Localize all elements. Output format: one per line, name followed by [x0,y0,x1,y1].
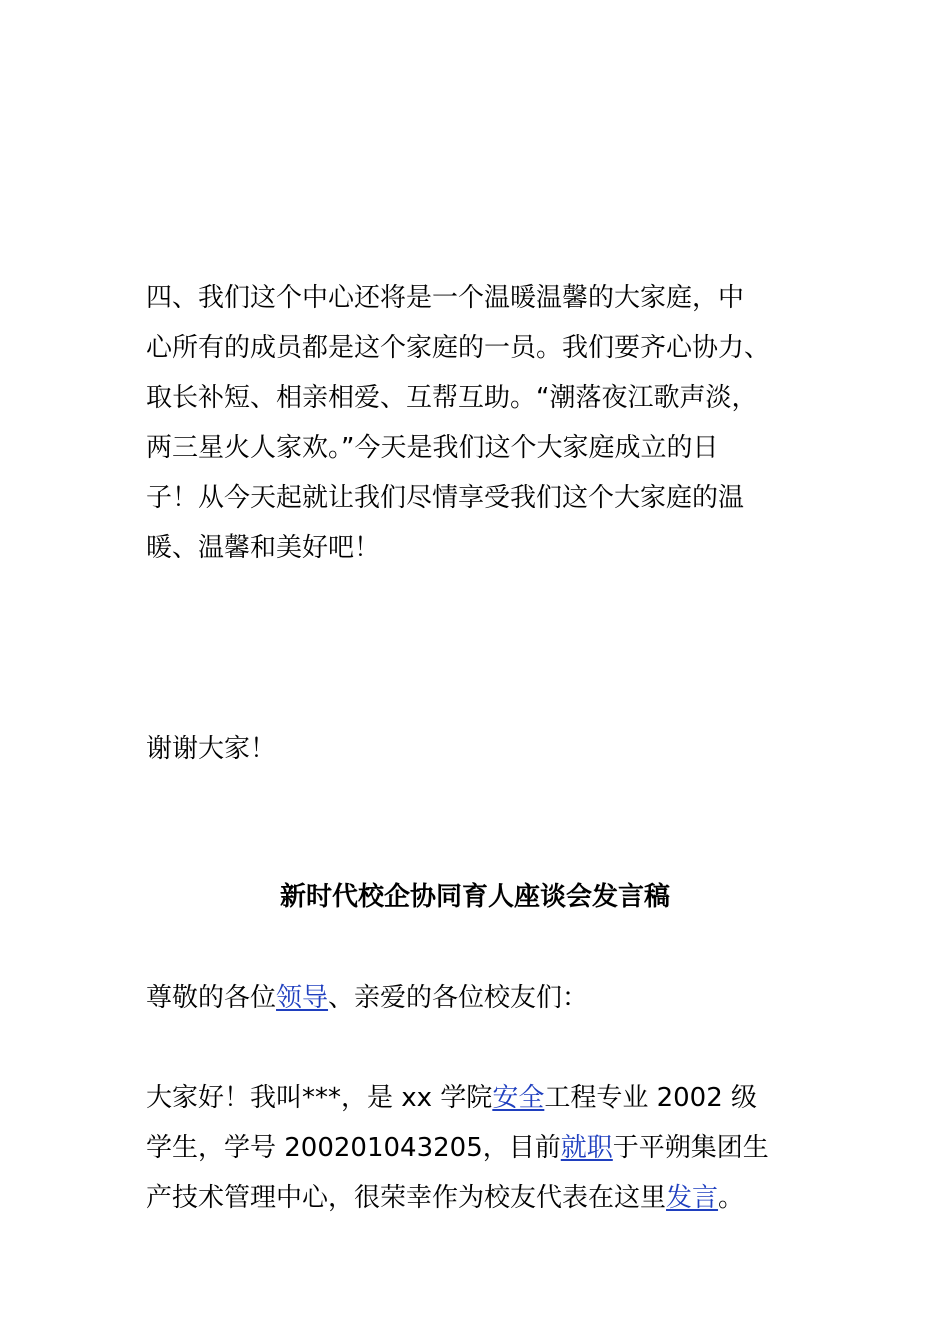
paragraph-line: 四、我们这个中心还将是一个温暖温馨的大家庭，中 [146,283,745,313]
intro-text: 产技术管理中心，很荣幸作为校友代表在这里 [146,1183,667,1213]
greeting-text-before: 尊敬的各位 [146,983,277,1013]
intro-text: 于平朔集团生 [612,1133,769,1163]
intro-text: 学生，学号 200201043205，目前 [146,1133,561,1163]
paragraph-line: 两三星火人家欢。”今天是我们这个大家庭成立的日 [146,433,719,463]
safety-link[interactable]: 安全 [492,1083,545,1113]
greeting-paragraph [146,973,826,1023]
greeting-line [146,973,826,1023]
paragraph-line: 心所有的成员都是这个家庭的一员。我们要齐心协力、 [146,333,771,363]
intro-line [146,1173,826,1223]
intro-text: 工程专业 2002 级 [544,1083,758,1113]
intro-paragraph [146,1073,826,1223]
intro-line [146,1123,826,1173]
intro-text: 。 [718,1183,745,1213]
paragraph-line: 子！从今天起就让我们尽情享受我们这个大家庭的温 [146,483,745,513]
intro-line [146,1073,826,1123]
employment-link[interactable]: 就职 [560,1133,613,1163]
greeting-text-after: 、亲爱的各位校友们： [328,983,589,1013]
speech-link[interactable]: 发言 [666,1183,719,1213]
paragraph-line: 取长补短、相亲相爱、互帮互助。“潮落夜江歌声淡， [146,383,758,413]
section-four-paragraph [146,273,826,573]
intro-text: 大家好！我叫***，是 xx 学院 [146,1083,493,1113]
closing-text: 谢谢大家！ [146,734,277,764]
paragraph-line: 暖、温馨和美好吧！ [146,533,381,563]
speech-title: 新时代校企协同育人座谈会发言稿 [279,882,670,912]
leader-link[interactable]: 领导 [276,983,329,1013]
closing-thanks [146,724,826,774]
